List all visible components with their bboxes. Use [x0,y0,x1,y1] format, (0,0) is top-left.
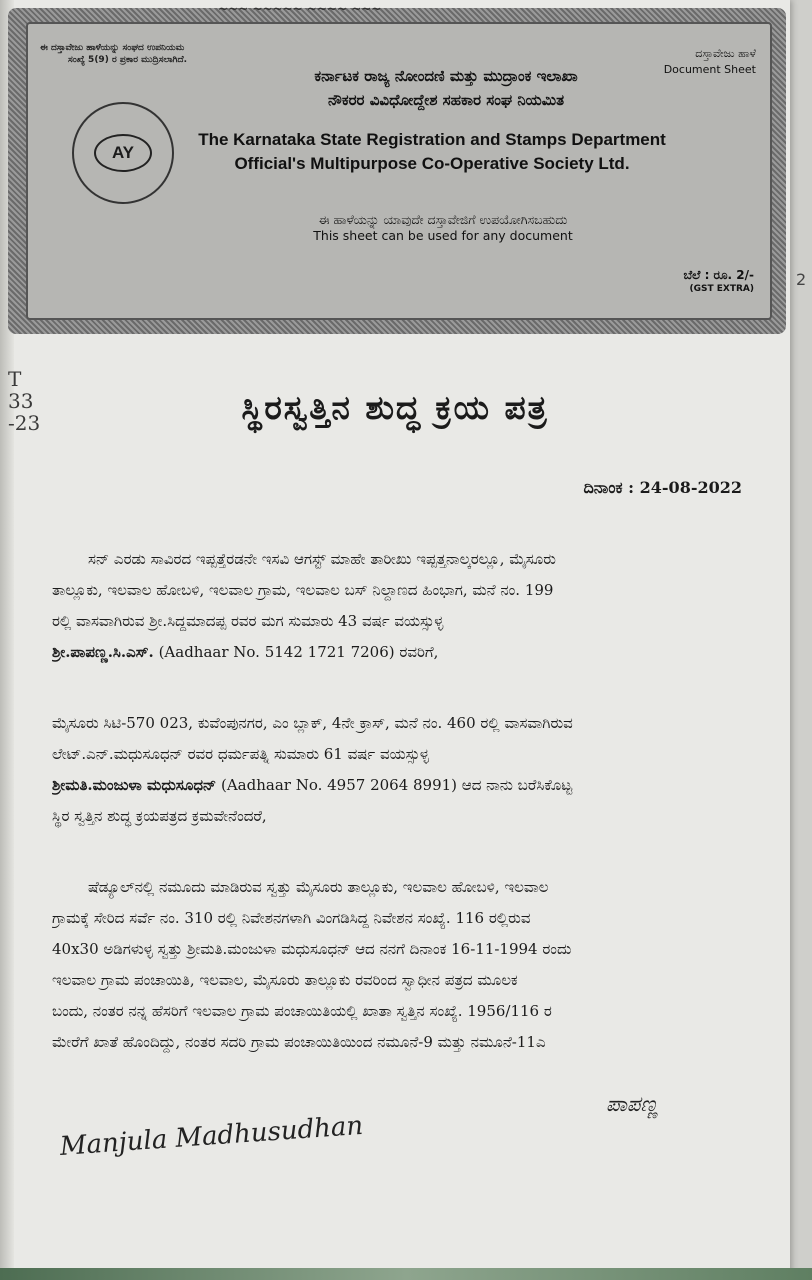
seller-signature: Manjula Madhusudhan [58,1110,365,1162]
buyer-name: ಶ್ರೀ.ಪಾಪಣ್ಣ.ಸಿ.ಎಸ್. [52,643,154,661]
property-line-5: ಬಂದು, ನಂತರ ನನ್ನ ಹೆಸರಿಗೆ ಇಲವಾಲ ಗ್ರಾಮ ಪಂಚಾಯಿತಿಯಲ್ಲಿ ಖಾತಾ ಸ್ವತ್ತಿನ ಸಂಖ್ಯೆ. 1956/116 ರ [52,1002,552,1020]
sheet-price [683,268,754,296]
buyer-paragraph [52,544,752,668]
deed-title: ಸ್ಥಿರಸ್ವತ್ತಿನ ಶುದ್ಧ ಕ್ರಯ ಪತ್ರ [241,388,549,427]
seller-name: ಶ್ರೀಮತಿ.ಮಂಜುಳಾ ಮಧುಸೂಧನ್ [52,776,217,794]
property-paragraph [52,872,752,1058]
stamp-paper-header [26,22,772,320]
deed-date: ದಿನಾಂಕ : 24-08-2022 [583,478,742,497]
department-english-line-2: Official's Multipurpose Co-Operative Society Ltd. [234,154,630,173]
seal-initials: AY [94,134,152,172]
department-line-1: ಕರ್ನಾಟಕ ರಾಜ್ಯ ನೋಂದಣಿ ಮತ್ತು ಮುದ್ರಾಂಕ ಇಲಾಖಾ [314,67,578,85]
property-line-1: ಷೆಡ್ಯೂಲ್‌ನಲ್ಲಿ ನಮೂದು ಮಾಡಿರುವ ಸ್ವತ್ತು ಮೈಸೂರು ತಾಲ್ಲೂಕು, ಇಲವಾಲ ಹೋಬಳಿ, ಇಲವಾಲ [88,878,549,896]
corner-note-line-1: ಈ ದಸ್ತಾವೇಜು ಹಾಳೆಯನ್ನು ಸಂಘದ ಉಪನಿಯಮ [40,43,185,53]
margin-mark-2: 33 [8,389,34,413]
corner-note-line-2: ಸಂಖ್ಯೆ 5(9) ರ ಪ್ರಕಾರ ಮುದ್ರಿಸಲಾಗಿದೆ. [68,55,188,65]
department-line-2: ನೌಕರರ ವಿವಿಧೋದ್ದೇಶ ಸಹಕಾರ ಸಂಘ ನಿಯಮಿತ [327,91,565,109]
stamp-paper-border [8,2,786,334]
table-surface-edge [0,1268,812,1280]
price-value: ಬೆಲೆ : ರೂ. 2/- [683,268,754,282]
department-name-english [182,128,682,176]
buyer-line-4 [52,637,752,668]
property-line-6: ಮೇರೆಗೆ ಖಾತೆ ಹೊಂದಿದ್ದು, ನಂತರ ಸದರಿ ಗ್ರಾಮ ಪಂಚಾಯಿತಿಯಿಂದ ನಮೂನೆ-9 ಮತ್ತು ನಮೂನೆ-11ಎ [52,1033,546,1051]
usage-note-kannada: ಈ ಹಾಳೆಯನ್ನು ಯಾವುದೇ ದಸ್ತಾವೇಜಿಗೆ ಉಪಯೋಗಿಸಬಹುದು [318,212,568,227]
buyer-signature: ಪಾಪಣ್ಣ [606,1092,659,1116]
seller-line-2: ಲೇಟ್.ಎನ್.ಮಧುಸೂಧನ್ ರವರ ಧರ್ಮಪತ್ನಿ ಸುಮಾರು 61 ವರ್ಷ ವಯಸ್ಸುಳ್ಳ [52,745,429,763]
usage-note [258,212,628,244]
gst-note: (GST EXTRA) [689,284,754,294]
buyer-aadhaar: (Aadhaar No. 5142 1721 7206) ರವರಿಗೆ, [153,643,439,661]
buyer-line-2: ತಾಲ್ಲೂಕು, ಇಲವಾಲ ಹೋಬಳಿ, ಇಲವಾಲ ಗ್ರಾಮ, ಇಲವಾಲ ಬಸ್ ನಿಲ್ದಾಣದ ಹಿಂಭಾಗ, ಮನೆ ನಂ. 199 [52,581,554,599]
seller-line-4: ಸ್ಥಿರ ಸ್ವತ್ತಿನ ಶುದ್ಧ ಕ್ರಯಪತ್ರದ ಕ್ರಮವೇನೆಂದರೆ, [52,807,267,825]
property-line-2: ಗ್ರಾಮಕ್ಕೆ ಸೇರಿದ ಸರ್ವೆ ನಂ. 310 ರಲ್ಲಿ ನಿವೇಶನಗಳಾಗಿ ವಿಂಗಡಿಸಿದ್ದ ನಿವೇಶನ ಸಂಖ್ಯೆ. 116 ರಲ್ಲಿರುವ [52,909,531,927]
seller-paragraph [52,708,752,832]
margin-mark-1: T [8,367,22,391]
seller-line-1: ಮೈಸೂರು ಸಿಟಿ-570 023, ಕುವೆಂಪುನಗರ, ಎಂ ಬ್ಲಾಕ್, 4ನೇ ಕ್ರಾಸ್, ಮನೆ ನಂ. 460 ರಲ್ಲಿ ವಾಸವಾಗಿರುವ [52,714,573,732]
seller-line-3 [52,770,752,801]
property-line-3: 40x30 ಅಡಿಗಳುಳ್ಳ ಸ್ವತ್ತು ಶ್ರೀಮತಿ.ಮಂಜುಳಾ ಮಧುಸೂಧನ್ ಆದ ನನಗೆ ದಿನಾಂಕ 16-11-1994 ರಂದು [52,940,572,958]
usage-note-english: This sheet can be used for any document [313,228,573,243]
document-sheet-label [664,46,756,78]
document-sheet-label-kannada: ದಸ್ತಾವೇಜು ಹಾಳೆ [695,47,756,60]
buyer-line-1: ಸನ್ ಎರಡು ಸಾವಿರದ ಇಪ್ಪತ್ತೆರಡನೇ ಇಸವಿ ಆಗಸ್ಟ್ ಮಾಹೇ ತಾರೀಖು ಇಪ್ಪತ್ತನಾಲ್ಕರಲ್ಲೂ, ಮೈಸೂರು [88,550,556,568]
margin-mark-3: -23 [8,411,41,435]
department-english-line-1: The Karnataka State Registration and Stamps Department [198,130,666,149]
seller-aadhaar: (Aadhaar No. 4957 2064 8991) ಆದ ನಾನು ಬರೆಸಿಕೊಟ್ಟ [216,776,573,794]
document-sheet-label-english: Document Sheet [663,63,756,76]
property-line-4: ಇಲವಾಲ ಗ್ರಾಮ ಪಂಚಾಯಿತಿ, ಇಲವಾಲ, ಮೈಸೂರು ತಾಲ್ಲೂಕು ರವರಿಂದ ಸ್ವಾಧೀನ ಪತ್ರದ ಮೂಲಕ [52,971,518,989]
stamp-corner-note [40,42,187,66]
buyer-line-3: ರಲ್ಲಿ ವಾಸವಾಗಿರುವ ಶ್ರೀ.ಸಿದ್ದಮಾದಪ್ಪ ರವರ ಮಗ ಸುಮಾರು 43 ವರ್ಷ ವಯಸ್ಸುಳ್ಳ [52,612,444,630]
top-handwriting-scribble: ~~~ ~~~~~ ~~~~ ~~~ [218,2,382,16]
department-name-kannada [256,64,636,112]
edge-mark: 2 [796,270,807,289]
society-seal [72,102,174,204]
